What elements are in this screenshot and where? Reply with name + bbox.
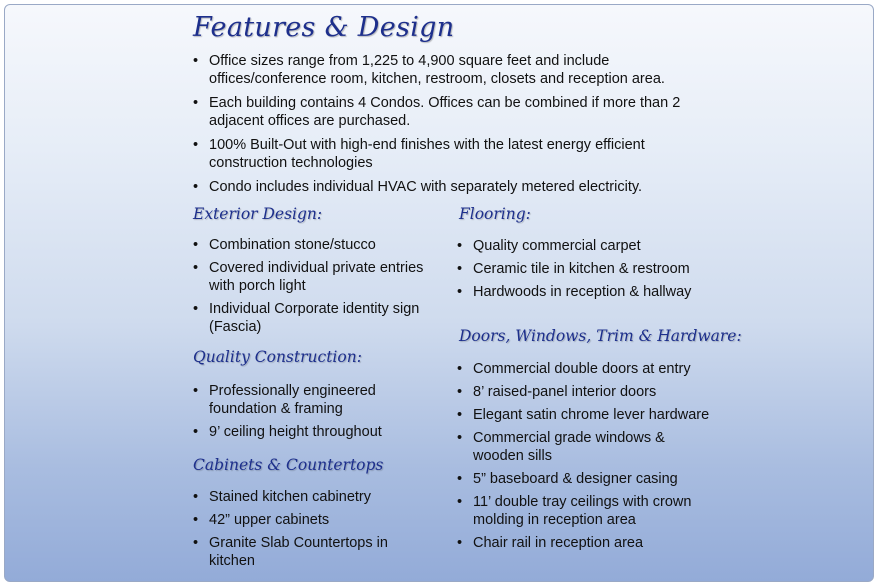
exterior-design-list <box>193 236 443 341</box>
list-item: • Chair rail in reception area <box>457 534 717 552</box>
list-item: • 100% Built-Out with high-end finishes with the latest energy efficient construction technologies <box>193 136 713 172</box>
list-item: • 8’ raised-panel interior doors <box>457 383 717 401</box>
cabinets-countertops-list <box>193 488 423 575</box>
list-item: • 42” upper cabinets <box>193 511 423 529</box>
list-item: • 11’ double tray ceilings with crown molding in reception area <box>457 493 717 529</box>
list-item: • Professionally engineered foundation & framing <box>193 382 423 418</box>
list-item: • Combination stone/stucco <box>193 236 443 254</box>
list-item: • Each building contains 4 Condos. Offices can be combined if more than 2 adjacent offices are purchased. <box>193 94 713 130</box>
list-item: • Granite Slab Countertops in kitchen <box>193 534 423 570</box>
list-item: • Individual Corporate identity sign (Fascia) <box>193 300 443 336</box>
list-item: • Office sizes range from 1,225 to 4,900 square feet and include offices/conference room, kitchen, restroom, closets and reception area. <box>193 52 713 88</box>
quality-construction-list <box>193 382 423 446</box>
list-item: • Commercial double doors at entry <box>457 360 717 378</box>
list-item: • Ceramic tile in kitchen & restroom <box>457 260 727 278</box>
quality-construction-heading: Quality Construction: <box>193 348 362 366</box>
cabinets-countertops-heading: Cabinets & Countertops <box>193 456 384 474</box>
flooring-list <box>457 237 727 306</box>
list-item: • Elegant satin chrome lever hardware <box>457 406 717 424</box>
list-item: • Condo includes individual HVAC with separately metered electricity. <box>193 178 713 196</box>
list-item: • Commercial grade windows & wooden sills <box>457 429 717 465</box>
flooring-heading: Flooring: <box>459 205 531 223</box>
page-title: Features & Design <box>193 12 455 43</box>
doors-windows-list <box>457 360 717 557</box>
list-item: • 9’ ceiling height throughout <box>193 423 423 441</box>
intro-list <box>193 52 713 202</box>
list-item: • 5” baseboard & designer casing <box>457 470 717 488</box>
list-item: • Quality commercial carpet <box>457 237 727 255</box>
doors-windows-heading: Doors, Windows, Trim & Hardware: <box>459 327 742 345</box>
list-item: • Stained kitchen cabinetry <box>193 488 423 506</box>
list-item: • Covered individual private entries with porch light <box>193 259 443 295</box>
list-item: • Hardwoods in reception & hallway <box>457 283 727 301</box>
exterior-design-heading: Exterior Design: <box>193 205 323 223</box>
